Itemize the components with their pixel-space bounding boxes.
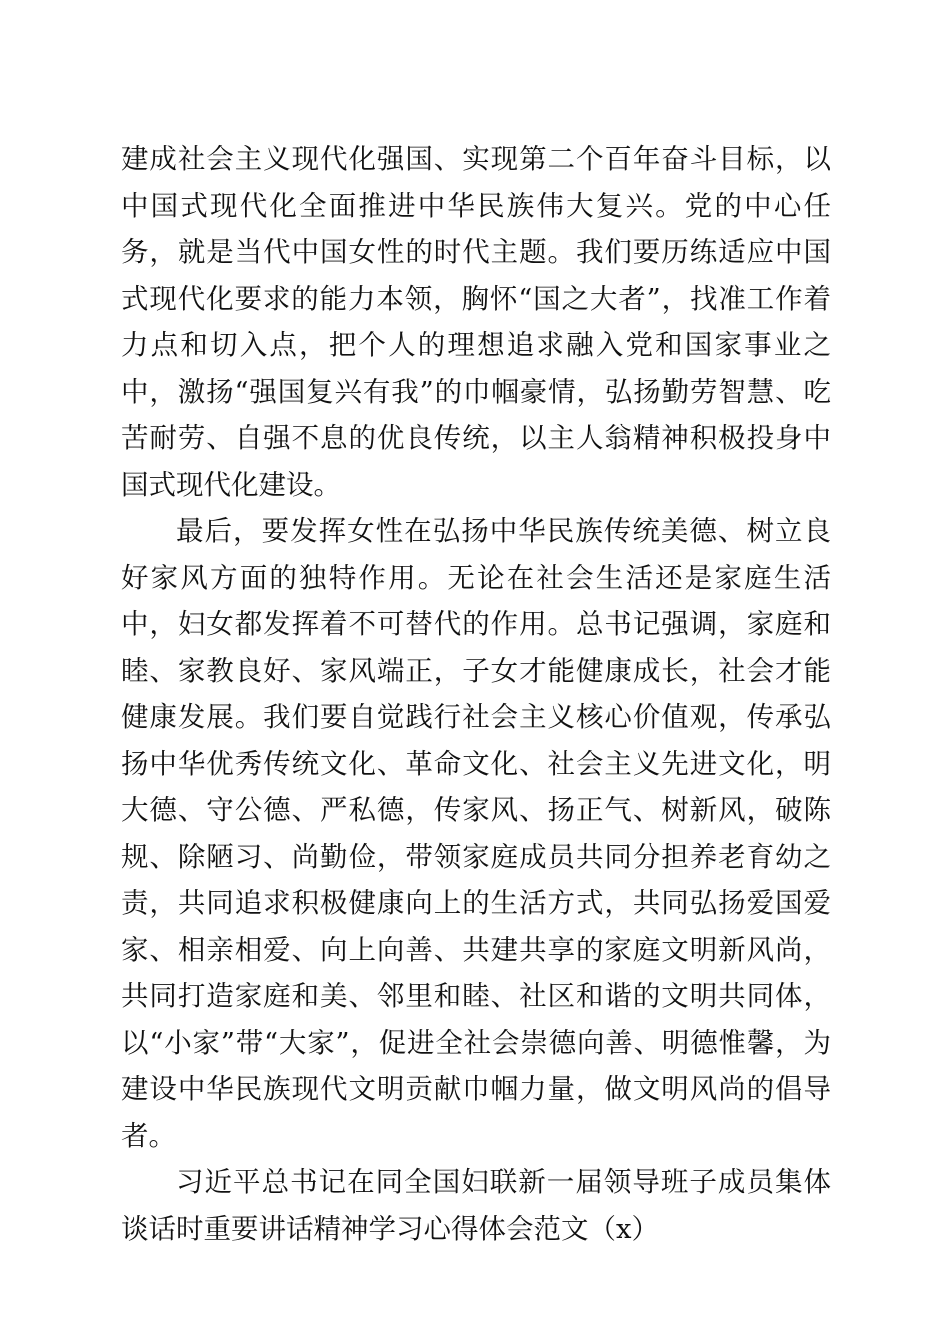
paragraph-title-line: 习近平总书记在同全国妇联新一届领导班子成员集体谈话时重要讲话精神学习心得体会范文（x） bbox=[121, 1166, 831, 1245]
paragraph-family-values: 最后，要发挥女性在弘扬中华民族传统美德、树立良好家风方面的独特作用。无论在社会生活还是家庭生活中，妇女都发挥着不可替代的作用。总书记强调，家庭和睦、家教良好、家风端正，子女才能健康成长，社会才能健康发展。我们要自觉践行社会主义核心价值观，传承弘扬中华优秀传统文化、革命文化、社会主义先进文化，明大德、守公德、严私德，传家风、扬正气、树新风，破陈规、除陋习、尚勤俭，带领家庭成员共同分担养老育幼之责，共同追求积极健康向上的生活方式，共同弘扬爱国爱家、相亲相爱、向上向善、共建共享的家庭文明新风尚，共同打造家庭和美、邻里和睦、社区和谐的文明共同体，以“小家”带“大家”，促进全社会崇德向善、明德惟馨，为建设中华民族现代文明贡献巾帼力量，做文明风尚的倡导者。 bbox=[121, 515, 831, 1152]
document-body bbox=[121, 136, 831, 1252]
paragraph-continuation: 建成社会主义现代化强国、实现第二个百年奋斗目标，以中国式现代化全面推进中华民族伟大复兴。党的中心任务，就是当代中国女性的时代主题。我们要历练适应中国式现代化要求的能力本领，胸怀“国之大者”，找准工作着力点和切入点，把个人的理想追求融入党和国家事业之中，激扬“强国复兴有我”的巾帼豪情，弘扬勤劳智慧、吃苦耐劳、自强不息的优良传统，以主人翁精神积极投身中国式现代化建设。 bbox=[121, 143, 831, 501]
